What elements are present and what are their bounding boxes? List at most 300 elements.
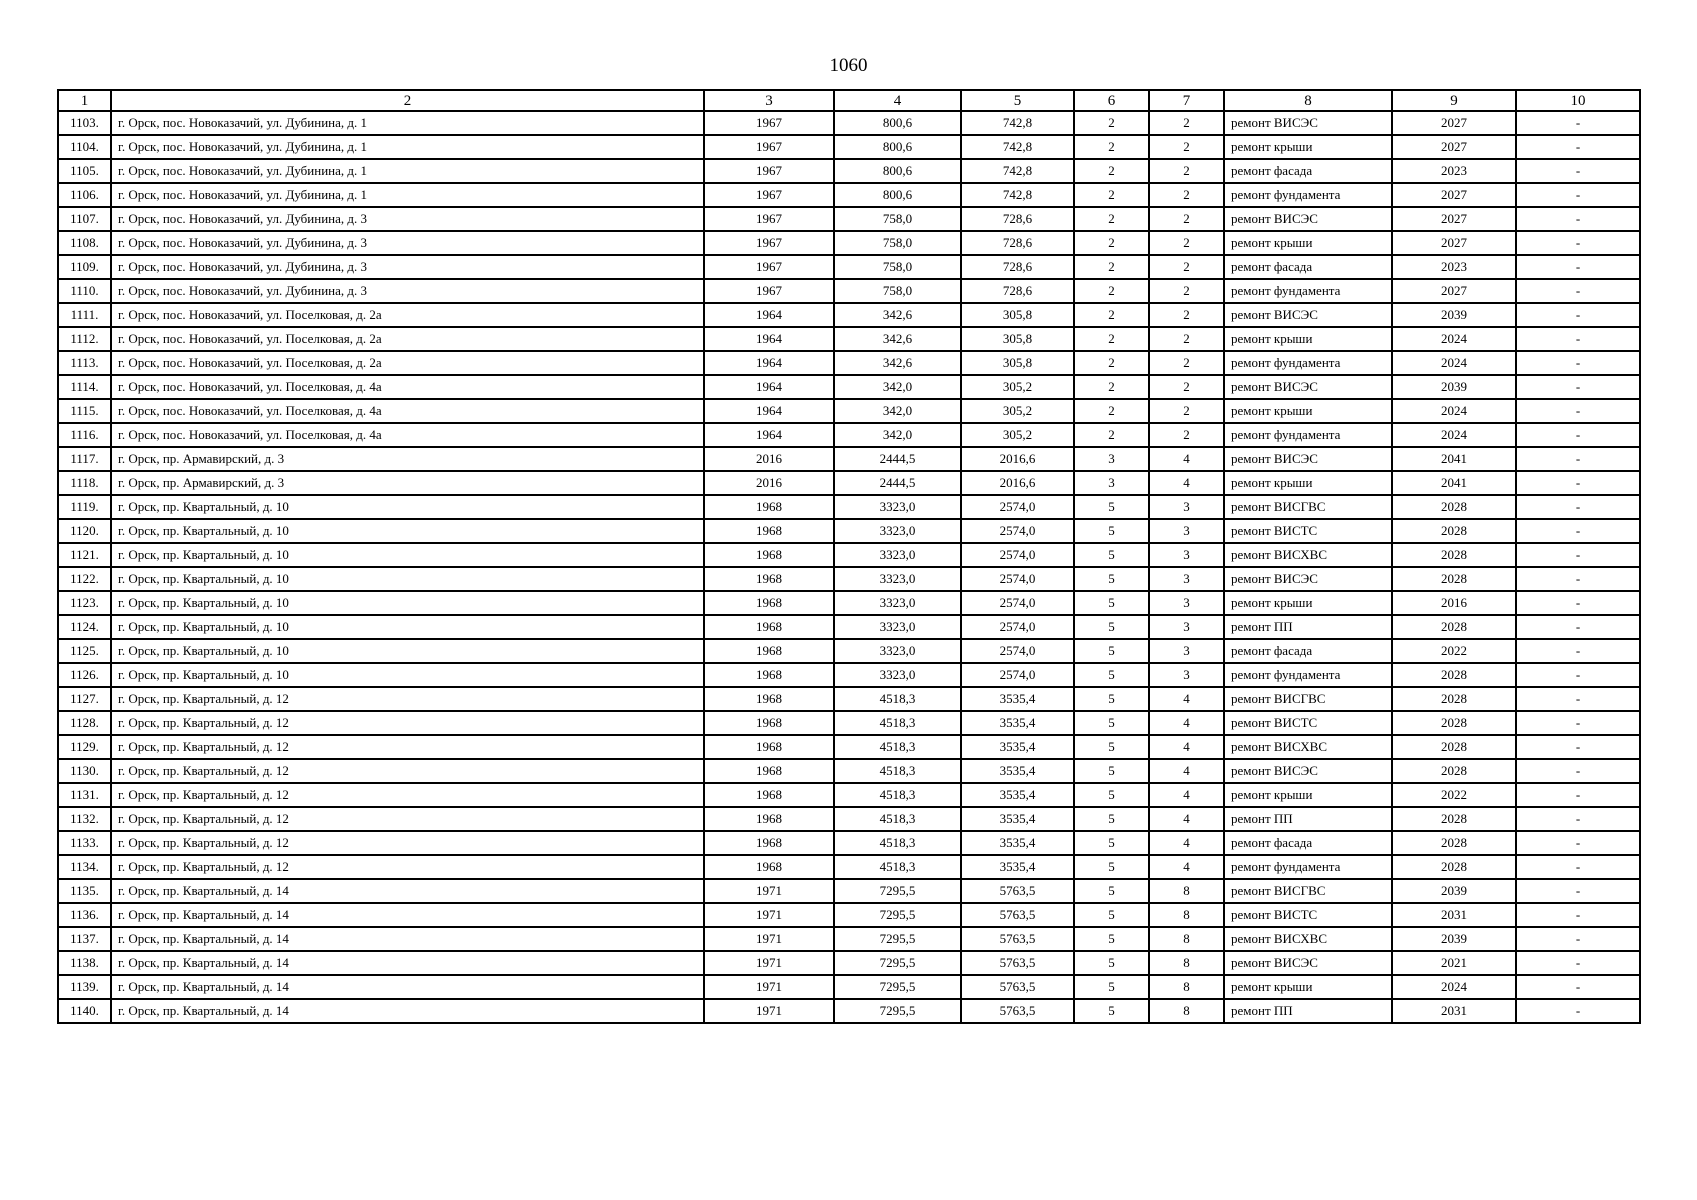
row-number-cell: 1136. [58,903,111,927]
address-cell: г. Орск, пр. Квартальный, д. 10 [111,615,704,639]
entrances-cell: 3 [1149,495,1224,519]
planned-year-cell: 2016 [1392,591,1516,615]
floors-cell: 5 [1074,975,1149,999]
work-type-cell: ремонт ВИСХВС [1224,735,1392,759]
year-built-cell: 1971 [704,879,834,903]
address-cell: г. Орск, пос. Новоказачий, ул. Дубинина, д. 1 [111,135,704,159]
total-area-cell: 800,6 [834,183,961,207]
year-built-cell: 1968 [704,639,834,663]
floors-cell: 5 [1074,903,1149,927]
note-cell: - [1516,879,1640,903]
entrances-cell: 2 [1149,231,1224,255]
table-row [58,207,1640,231]
row-number-cell: 1124. [58,615,111,639]
total-area-cell: 758,0 [834,231,961,255]
note-cell: - [1516,759,1640,783]
table-row [58,831,1640,855]
note-cell: - [1516,327,1640,351]
address-cell: г. Орск, пос. Новоказачий, ул. Поселковая, д. 4а [111,423,704,447]
work-type-cell: ремонт ВИСЭС [1224,759,1392,783]
row-number-cell: 1113. [58,351,111,375]
year-built-cell: 1968 [704,807,834,831]
row-number-cell: 1104. [58,135,111,159]
address-cell: г. Орск, пр. Квартальный, д. 14 [111,975,704,999]
total-area-cell: 342,0 [834,375,961,399]
row-number-cell: 1137. [58,927,111,951]
table-row [58,327,1640,351]
floors-cell: 2 [1074,423,1149,447]
row-number-cell: 1129. [58,735,111,759]
living-area-cell: 3535,4 [961,735,1074,759]
note-cell: - [1516,135,1640,159]
address-cell: г. Орск, пос. Новоказачий, ул. Дубинина, д. 1 [111,111,704,135]
note-cell: - [1516,255,1640,279]
planned-year-cell: 2027 [1392,135,1516,159]
work-type-cell: ремонт ПП [1224,615,1392,639]
total-area-cell: 3323,0 [834,663,961,687]
year-built-cell: 1968 [704,783,834,807]
table-row [58,183,1640,207]
row-number-cell: 1135. [58,879,111,903]
row-number-cell: 1126. [58,663,111,687]
living-area-cell: 3535,4 [961,759,1074,783]
living-area-cell: 2574,0 [961,543,1074,567]
table-row [58,855,1640,879]
entrances-cell: 4 [1149,471,1224,495]
work-type-cell: ремонт ВИСГВС [1224,879,1392,903]
row-number-cell: 1111. [58,303,111,327]
living-area-cell: 305,2 [961,399,1074,423]
header-row [58,90,1640,111]
work-type-cell: ремонт крыши [1224,231,1392,255]
work-type-cell: ремонт фасада [1224,639,1392,663]
row-number-cell: 1120. [58,519,111,543]
note-cell: - [1516,591,1640,615]
address-cell: г. Орск, пос. Новоказачий, ул. Дубинина, д. 3 [111,255,704,279]
planned-year-cell: 2028 [1392,807,1516,831]
address-cell: г. Орск, пр. Квартальный, д. 10 [111,639,704,663]
living-area-cell: 5763,5 [961,927,1074,951]
living-area-cell: 3535,4 [961,687,1074,711]
note-cell: - [1516,159,1640,183]
work-type-cell: ремонт крыши [1224,783,1392,807]
work-type-cell: ремонт фасада [1224,831,1392,855]
total-area-cell: 3323,0 [834,567,961,591]
planned-year-cell: 2039 [1392,303,1516,327]
planned-year-cell: 2028 [1392,735,1516,759]
entrances-cell: 4 [1149,783,1224,807]
total-area-cell: 7295,5 [834,951,961,975]
living-area-cell: 2574,0 [961,639,1074,663]
address-cell: г. Орск, пр. Квартальный, д. 10 [111,543,704,567]
table-row [58,111,1640,135]
floors-cell: 5 [1074,999,1149,1023]
planned-year-cell: 2041 [1392,447,1516,471]
table-row [58,159,1640,183]
work-type-cell: ремонт ВИСЭС [1224,207,1392,231]
work-type-cell: ремонт фундамента [1224,351,1392,375]
address-cell: г. Орск, пос. Новоказачий, ул. Дубинина, д. 3 [111,279,704,303]
work-type-cell: ремонт ВИСТС [1224,519,1392,543]
planned-year-cell: 2028 [1392,759,1516,783]
total-area-cell: 4518,3 [834,711,961,735]
entrances-cell: 4 [1149,735,1224,759]
note-cell: - [1516,207,1640,231]
living-area-cell: 305,8 [961,327,1074,351]
entrances-cell: 3 [1149,519,1224,543]
note-cell: - [1516,399,1640,423]
table-row [58,135,1640,159]
note-cell: - [1516,927,1640,951]
year-built-cell: 1967 [704,279,834,303]
work-type-cell: ремонт крыши [1224,975,1392,999]
column-header: 9 [1392,90,1516,111]
entrances-cell: 2 [1149,183,1224,207]
table-row [58,591,1640,615]
table-row [58,975,1640,999]
note-cell: - [1516,543,1640,567]
year-built-cell: 1968 [704,759,834,783]
living-area-cell: 305,8 [961,351,1074,375]
note-cell: - [1516,639,1640,663]
total-area-cell: 7295,5 [834,999,961,1023]
table-row [58,807,1640,831]
floors-cell: 2 [1074,111,1149,135]
year-built-cell: 1971 [704,999,834,1023]
row-number-cell: 1122. [58,567,111,591]
living-area-cell: 5763,5 [961,879,1074,903]
address-cell: г. Орск, пр. Квартальный, д. 10 [111,519,704,543]
work-type-cell: ремонт ВИСГВС [1224,687,1392,711]
work-type-cell: ремонт фундамента [1224,855,1392,879]
year-built-cell: 1967 [704,255,834,279]
total-area-cell: 3323,0 [834,639,961,663]
total-area-cell: 4518,3 [834,831,961,855]
address-cell: г. Орск, пр. Армавирский, д. 3 [111,447,704,471]
year-built-cell: 1968 [704,855,834,879]
year-built-cell: 1968 [704,735,834,759]
row-number-cell: 1103. [58,111,111,135]
table-row [58,543,1640,567]
floors-cell: 5 [1074,855,1149,879]
table-row [58,567,1640,591]
entrances-cell: 2 [1149,279,1224,303]
planned-year-cell: 2027 [1392,183,1516,207]
living-area-cell: 3535,4 [961,783,1074,807]
floors-cell: 5 [1074,663,1149,687]
table-row [58,447,1640,471]
planned-year-cell: 2027 [1392,207,1516,231]
total-area-cell: 7295,5 [834,903,961,927]
planned-year-cell: 2021 [1392,951,1516,975]
table-row [58,735,1640,759]
year-built-cell: 1968 [704,663,834,687]
column-header: 8 [1224,90,1392,111]
year-built-cell: 1967 [704,207,834,231]
total-area-cell: 4518,3 [834,687,961,711]
note-cell: - [1516,999,1640,1023]
planned-year-cell: 2028 [1392,495,1516,519]
planned-year-cell: 2022 [1392,639,1516,663]
entrances-cell: 3 [1149,639,1224,663]
work-type-cell: ремонт ВИСХВС [1224,927,1392,951]
year-built-cell: 1964 [704,327,834,351]
row-number-cell: 1140. [58,999,111,1023]
total-area-cell: 758,0 [834,255,961,279]
floors-cell: 5 [1074,615,1149,639]
row-number-cell: 1115. [58,399,111,423]
note-cell: - [1516,375,1640,399]
note-cell: - [1516,615,1640,639]
living-area-cell: 728,6 [961,231,1074,255]
address-cell: г. Орск, пос. Новоказачий, ул. Поселковая, д. 2а [111,303,704,327]
table-row [58,423,1640,447]
planned-year-cell: 2027 [1392,231,1516,255]
table-row [58,399,1640,423]
planned-year-cell: 2041 [1392,471,1516,495]
planned-year-cell: 2027 [1392,111,1516,135]
total-area-cell: 342,6 [834,351,961,375]
address-cell: г. Орск, пос. Новоказачий, ул. Дубинина, д. 1 [111,183,704,207]
year-built-cell: 1967 [704,231,834,255]
work-type-cell: ремонт ВИСЭС [1224,111,1392,135]
planned-year-cell: 2028 [1392,831,1516,855]
address-cell: г. Орск, пос. Новоказачий, ул. Поселковая, д. 2а [111,351,704,375]
entrances-cell: 3 [1149,663,1224,687]
address-cell: г. Орск, пос. Новоказачий, ул. Поселковая, д. 4а [111,375,704,399]
row-number-cell: 1123. [58,591,111,615]
note-cell: - [1516,279,1640,303]
table-row [58,615,1640,639]
living-area-cell: 305,2 [961,423,1074,447]
year-built-cell: 1967 [704,159,834,183]
work-type-cell: ремонт ВИСЭС [1224,447,1392,471]
year-built-cell: 1968 [704,543,834,567]
living-area-cell: 2574,0 [961,663,1074,687]
column-header: 4 [834,90,961,111]
address-cell: г. Орск, пр. Квартальный, д. 14 [111,903,704,927]
planned-year-cell: 2028 [1392,855,1516,879]
year-built-cell: 1967 [704,111,834,135]
entrances-cell: 8 [1149,903,1224,927]
table-row [58,519,1640,543]
floors-cell: 5 [1074,879,1149,903]
floors-cell: 2 [1074,135,1149,159]
note-cell: - [1516,855,1640,879]
note-cell: - [1516,663,1640,687]
entrances-cell: 4 [1149,687,1224,711]
row-number-cell: 1119. [58,495,111,519]
living-area-cell: 742,8 [961,159,1074,183]
living-area-cell: 2574,0 [961,615,1074,639]
total-area-cell: 342,0 [834,423,961,447]
note-cell: - [1516,951,1640,975]
living-area-cell: 3535,4 [961,711,1074,735]
planned-year-cell: 2024 [1392,399,1516,423]
floors-cell: 2 [1074,351,1149,375]
living-area-cell: 728,6 [961,255,1074,279]
work-type-cell: ремонт ВИСЭС [1224,951,1392,975]
total-area-cell: 4518,3 [834,855,961,879]
address-cell: г. Орск, пр. Квартальный, д. 14 [111,999,704,1023]
total-area-cell: 2444,5 [834,471,961,495]
note-cell: - [1516,831,1640,855]
address-cell: г. Орск, пр. Квартальный, д. 14 [111,951,704,975]
entrances-cell: 3 [1149,615,1224,639]
address-cell: г. Орск, пр. Квартальный, д. 12 [111,735,704,759]
table-row [58,303,1640,327]
total-area-cell: 4518,3 [834,759,961,783]
living-area-cell: 742,8 [961,111,1074,135]
table-row [58,255,1640,279]
total-area-cell: 800,6 [834,159,961,183]
table-row [58,951,1640,975]
planned-year-cell: 2028 [1392,663,1516,687]
entrances-cell: 4 [1149,831,1224,855]
note-cell: - [1516,423,1640,447]
row-number-cell: 1108. [58,231,111,255]
address-cell: г. Орск, пр. Квартальный, д. 12 [111,687,704,711]
planned-year-cell: 2023 [1392,159,1516,183]
planned-year-cell: 2024 [1392,423,1516,447]
entrances-cell: 2 [1149,375,1224,399]
work-type-cell: ремонт крыши [1224,591,1392,615]
year-built-cell: 2016 [704,471,834,495]
note-cell: - [1516,975,1640,999]
note-cell: - [1516,447,1640,471]
total-area-cell: 800,6 [834,111,961,135]
floors-cell: 2 [1074,183,1149,207]
address-cell: г. Орск, пр. Квартальный, д. 12 [111,831,704,855]
table-row [58,711,1640,735]
entrances-cell: 2 [1149,423,1224,447]
floors-cell: 2 [1074,375,1149,399]
note-cell: - [1516,903,1640,927]
column-header: 10 [1516,90,1640,111]
row-number-cell: 1134. [58,855,111,879]
floors-cell: 2 [1074,279,1149,303]
row-number-cell: 1131. [58,783,111,807]
living-area-cell: 3535,4 [961,831,1074,855]
total-area-cell: 3323,0 [834,519,961,543]
row-number-cell: 1125. [58,639,111,663]
address-cell: г. Орск, пр. Квартальный, д. 12 [111,807,704,831]
living-area-cell: 5763,5 [961,951,1074,975]
work-type-cell: ремонт фасада [1224,159,1392,183]
column-header: 2 [111,90,704,111]
floors-cell: 2 [1074,399,1149,423]
row-number-cell: 1139. [58,975,111,999]
row-number-cell: 1130. [58,759,111,783]
floors-cell: 5 [1074,687,1149,711]
year-built-cell: 1968 [704,711,834,735]
work-type-cell: ремонт крыши [1224,471,1392,495]
floors-cell: 5 [1074,543,1149,567]
living-area-cell: 742,8 [961,135,1074,159]
floors-cell: 5 [1074,759,1149,783]
row-number-cell: 1107. [58,207,111,231]
planned-year-cell: 2028 [1392,711,1516,735]
note-cell: - [1516,807,1640,831]
total-area-cell: 3323,0 [834,543,961,567]
column-header: 6 [1074,90,1149,111]
entrances-cell: 2 [1149,303,1224,327]
floors-cell: 5 [1074,951,1149,975]
planned-year-cell: 2024 [1392,327,1516,351]
note-cell: - [1516,495,1640,519]
entrances-cell: 3 [1149,591,1224,615]
note-cell: - [1516,303,1640,327]
work-type-cell: ремонт фасада [1224,255,1392,279]
living-area-cell: 305,2 [961,375,1074,399]
note-cell: - [1516,711,1640,735]
floors-cell: 5 [1074,567,1149,591]
address-cell: г. Орск, пр. Квартальный, д. 10 [111,591,704,615]
note-cell: - [1516,783,1640,807]
address-cell: г. Орск, пр. Армавирский, д. 3 [111,471,704,495]
note-cell: - [1516,231,1640,255]
year-built-cell: 1968 [704,591,834,615]
planned-year-cell: 2028 [1392,543,1516,567]
work-type-cell: ремонт ВИСЭС [1224,303,1392,327]
address-cell: г. Орск, пос. Новоказачий, ул. Дубинина, д. 3 [111,207,704,231]
year-built-cell: 2016 [704,447,834,471]
total-area-cell: 7295,5 [834,975,961,999]
planned-year-cell: 2028 [1392,687,1516,711]
total-area-cell: 342,0 [834,399,961,423]
address-cell: г. Орск, пос. Новоказачий, ул. Дубинина, д. 1 [111,159,704,183]
year-built-cell: 1971 [704,903,834,927]
work-type-cell: ремонт фундамента [1224,183,1392,207]
living-area-cell: 728,6 [961,279,1074,303]
year-built-cell: 1964 [704,351,834,375]
table-row [58,375,1640,399]
year-built-cell: 1971 [704,951,834,975]
floors-cell: 2 [1074,303,1149,327]
entrances-cell: 2 [1149,111,1224,135]
table-row [58,231,1640,255]
year-built-cell: 1967 [704,183,834,207]
work-type-cell: ремонт ВИСХВС [1224,543,1392,567]
column-header: 5 [961,90,1074,111]
entrances-cell: 2 [1149,207,1224,231]
floors-cell: 5 [1074,831,1149,855]
note-cell: - [1516,351,1640,375]
entrances-cell: 4 [1149,711,1224,735]
table-row [58,687,1640,711]
row-number-cell: 1118. [58,471,111,495]
note-cell: - [1516,687,1640,711]
living-area-cell: 3535,4 [961,807,1074,831]
note-cell: - [1516,183,1640,207]
living-area-cell: 305,8 [961,303,1074,327]
entrances-cell: 2 [1149,255,1224,279]
column-header: 1 [58,90,111,111]
year-built-cell: 1968 [704,687,834,711]
address-cell: г. Орск, пр. Квартальный, д. 12 [111,759,704,783]
living-area-cell: 5763,5 [961,975,1074,999]
floors-cell: 5 [1074,711,1149,735]
work-type-cell: ремонт ВИСГВС [1224,495,1392,519]
year-built-cell: 1968 [704,567,834,591]
total-area-cell: 3323,0 [834,495,961,519]
row-number-cell: 1112. [58,327,111,351]
address-cell: г. Орск, пр. Квартальный, д. 12 [111,711,704,735]
floors-cell: 2 [1074,327,1149,351]
note-cell: - [1516,471,1640,495]
planned-year-cell: 2023 [1392,255,1516,279]
floors-cell: 5 [1074,807,1149,831]
